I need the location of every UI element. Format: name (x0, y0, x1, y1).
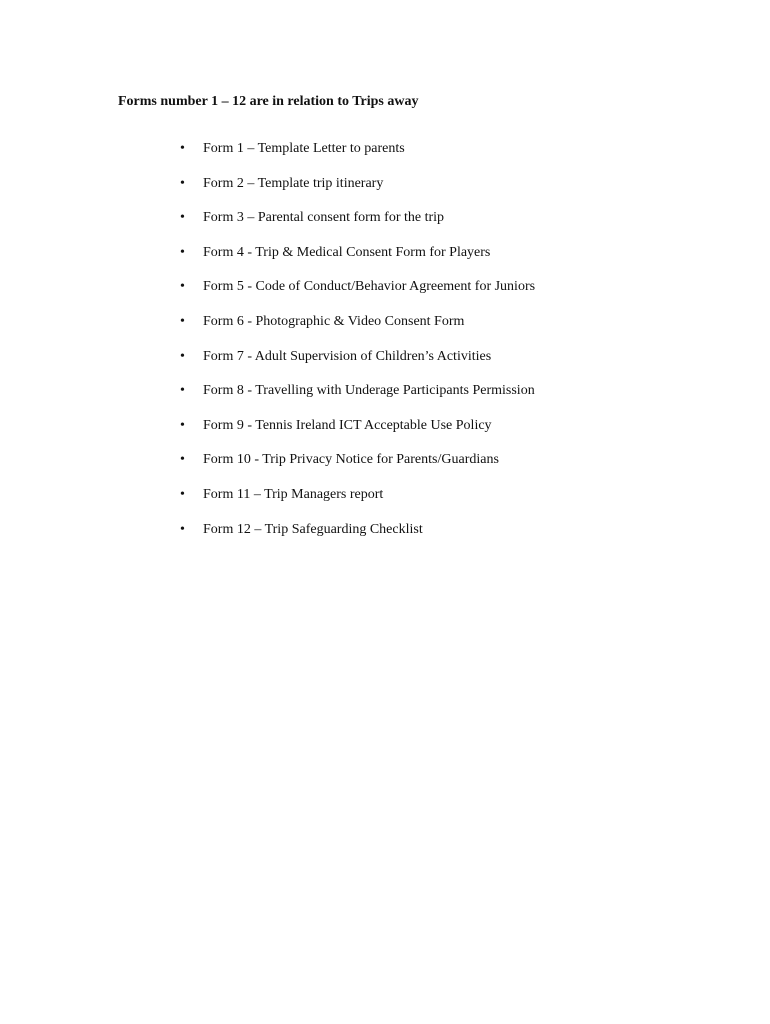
list-item-text: Form 7 - Adult Supervision of Children’s Activities (203, 348, 492, 364)
bullet-icon: • (180, 313, 185, 329)
bullet-icon: • (180, 348, 185, 364)
bullet-icon: • (180, 141, 185, 156)
bullet-icon: • (180, 452, 185, 468)
list-item-text: Form 11 – Trip Managers report (203, 486, 384, 502)
bullet-icon: • (180, 279, 185, 295)
list-item-text: Form 2 – Template trip itinerary (203, 175, 384, 191)
bullet-icon: • (180, 175, 185, 191)
list-item-text: Form 12 – Trip Safeguarding Checklist (203, 521, 423, 537)
list-item-text: Form 10 - Trip Privacy Notice for Parents/Guardians (203, 452, 499, 468)
list-item-text: Form 9 - Tennis Ireland ICT Acceptable Use Policy (203, 417, 492, 433)
list-item-text: Form 4 - Trip & Medical Consent Form for Players (203, 244, 491, 260)
bullet-icon: • (180, 244, 185, 260)
list-item-text: Form 8 - Travelling with Underage Participants Permission (203, 383, 535, 399)
bullet-icon: • (180, 210, 185, 226)
document-heading: Forms number 1 – 12 are in relation to Trips away (118, 94, 419, 109)
list-item-text: Form 5 - Code of Conduct/Behavior Agreement for Juniors (203, 279, 536, 295)
list-item-text: Form 6 - Photographic & Video Consent Form (203, 313, 465, 329)
bullet-icon: • (180, 383, 185, 399)
bullet-icon: • (180, 521, 185, 537)
bullet-icon: • (180, 486, 185, 502)
bullet-icon: • (180, 417, 185, 433)
list-item-text: Form 3 – Parental consent form for the trip (203, 210, 445, 226)
list-item-text: Form 1 – Template Letter to parents (203, 141, 405, 156)
